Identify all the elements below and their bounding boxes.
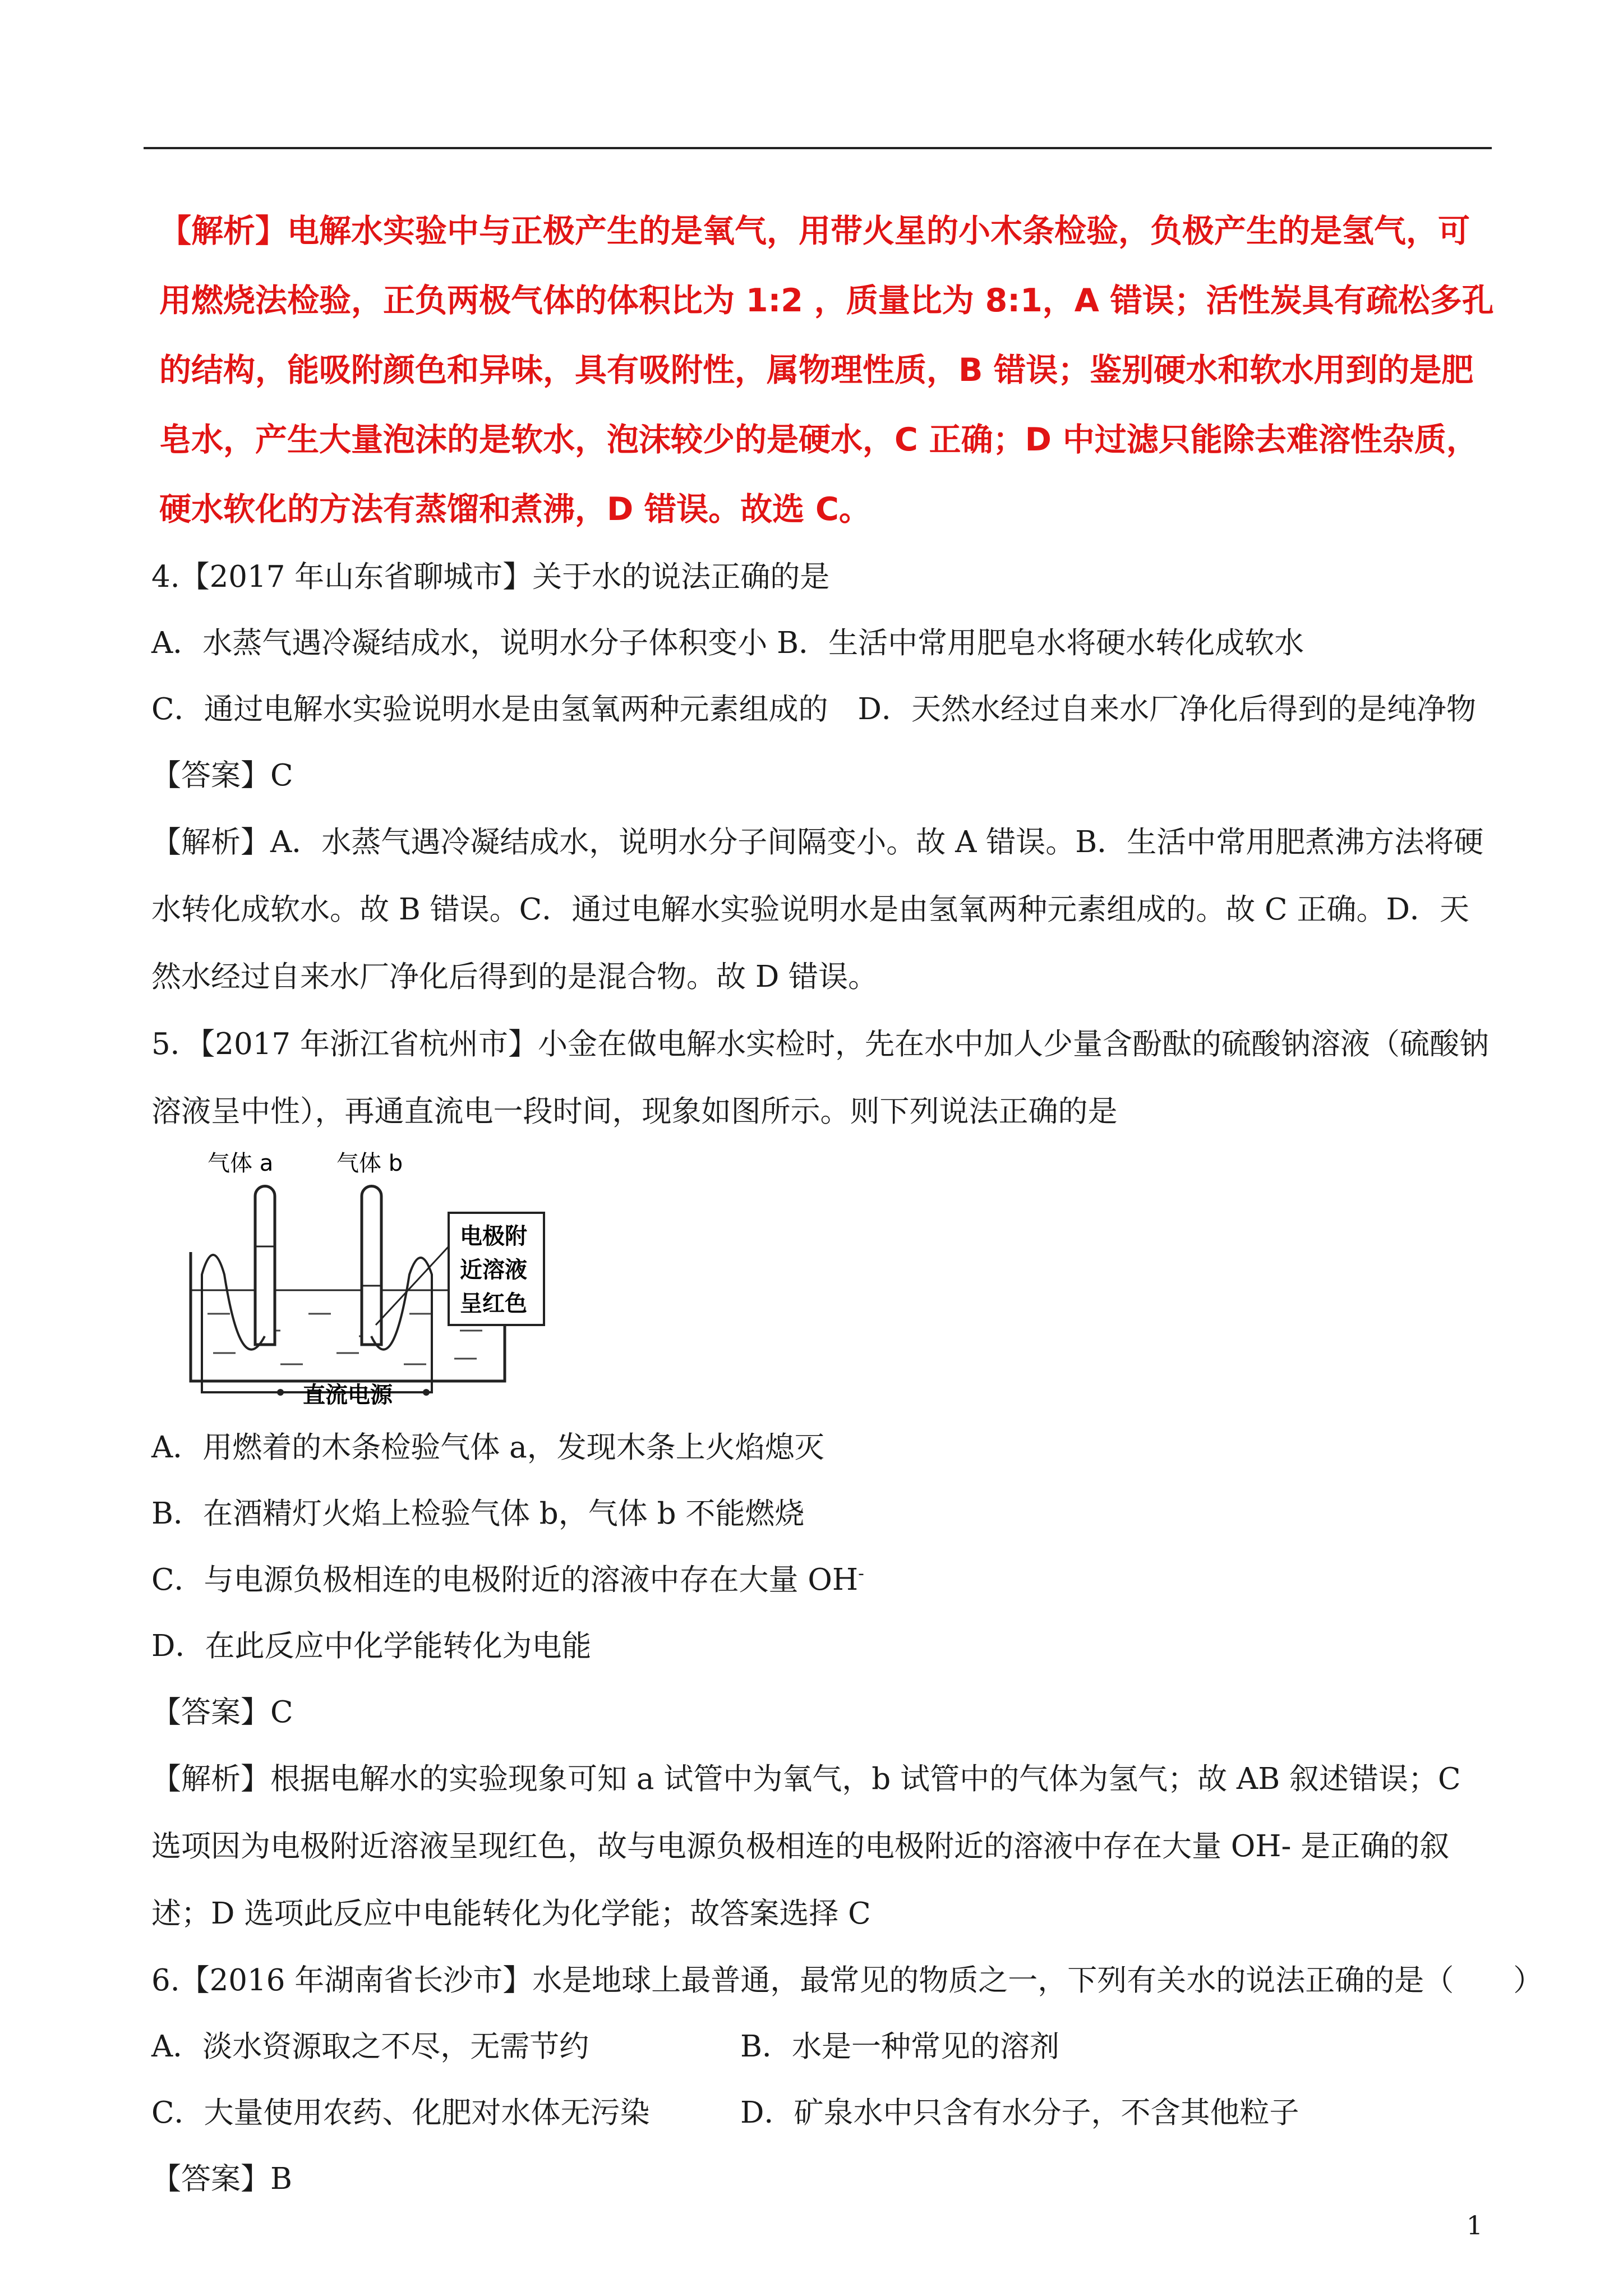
q4-options-ab: A．水蒸气遇冷凝结成水，说明水分子体积变小 B．生活中常用肥皂水将硬水转化成软水 bbox=[151, 626, 1304, 660]
power-label: 直流电源 bbox=[303, 1382, 393, 1408]
note-line-3: 呈红色 bbox=[460, 1291, 527, 1317]
water-hatching bbox=[208, 1314, 482, 1364]
page-content bbox=[151, 196, 1543, 2212]
note-line-2: 近溶液 bbox=[460, 1257, 527, 1283]
q5-answer: 【答案】C bbox=[151, 1695, 293, 1729]
note-line-1: 电极附 bbox=[460, 1223, 527, 1249]
q6-option-a: A．淡水资源取之不尽，无需节约 bbox=[151, 2030, 589, 2064]
q6-option-b: B．水是一种常见的溶剂 bbox=[740, 2030, 1059, 2064]
test-tube-a bbox=[255, 1186, 275, 1345]
q5-option-b: B．在酒精灯火焰上检验气体 b，气体 b 不能燃烧 bbox=[151, 1497, 805, 1531]
electrolysis-figure bbox=[168, 1145, 673, 1415]
q6-stem: 6.【2016 年湖南省长沙市】水是地球上最普通，最常见的物质之一，下列有关水的说法正确的是（ ） bbox=[151, 1963, 1543, 1998]
q6-answer: 【答案】B bbox=[151, 2162, 292, 2196]
electrolysis-diagram bbox=[168, 1145, 1497, 1415]
q6-option-d: D．矿泉水中只含有水分子，不含其他粒子 bbox=[740, 2096, 1299, 2130]
q4-analysis: 【解析】A．水蒸气遇冷凝结成水，说明水分子间隔变小。故 A 错误。B．生活中常用肥煮沸方法将硬水转化成软水。故 B 错误。C．通过电解水实验说明水是由氢氧两种元素组成的。故 C 正确。D．天然水经过自来水厂净化后得到的是混合物。故 D 错误。 bbox=[151, 825, 1484, 994]
q6-options-cd bbox=[151, 2080, 1497, 2146]
q5-stem: 5．【2017 年浙江省杭州市】小金在做电解水实检时，先在水中加人少量含酚酞的硫酸钠溶液（硫酸钠溶液呈中性），再通直流电一段时间，现象如图所示。则下列说法正确的是 bbox=[151, 1027, 1489, 1129]
q4-answer: 【答案】C bbox=[151, 758, 293, 793]
q5-option-c-sup: - bbox=[858, 1563, 864, 1584]
q5-option-a: A．用燃着的木条检验气体 a，发现木条上火焰熄灭 bbox=[151, 1430, 824, 1465]
q4-options-cd: C．通过电解水实验说明水是由氢氧两种元素组成的 D．天然水经过自来水厂净化后得到的是纯净物 bbox=[151, 692, 1477, 726]
q5-option-d: D．在此反应中化学能转化为电能 bbox=[151, 1629, 592, 1663]
q5-option-c bbox=[151, 1547, 1497, 1613]
header-rule bbox=[144, 147, 1492, 149]
terminal-left bbox=[277, 1389, 284, 1396]
q6-option-c: C．大量使用农药、化肥对水体无污染 bbox=[151, 2096, 650, 2130]
q6-options-ab bbox=[151, 2014, 1497, 2080]
test-tube-b bbox=[362, 1186, 381, 1345]
gas-b-label: 气体 b bbox=[336, 1151, 403, 1176]
analysis-red: 【解析】电解水实验中与正极产生的是氧气，用带火星的小木条检验，负极产生的是氢气，可用燃烧法检验，正负两极气体的体积比为 1:2 ，质量比为 8:1，A 错误；活性炭具有疏松多孔的结构，能吸附颜色和异味，具有吸附性，属物理性质，B 错误；鉴别硬水和软水用到的是肥皂水，产生大量泡沫的是软水，泡沫较少的是硬水，C 正确；D 中过滤只能除去难溶性杂质，硬水软化的方法有蒸馏和煮沸，D 错误。故选 C。 bbox=[159, 213, 1494, 528]
q4-stem: 4.【2017 年山东省聊城市】关于水的说法正确的是 bbox=[151, 560, 830, 594]
wire-a bbox=[202, 1255, 353, 1392]
q5-analysis: 【解析】根据电解水的实验现象可知 a 试管中为氧气，b 试管中的气体为氢气；故 AB 叙述错误；C 选项因为电极附近溶液呈现红色，故与电源负极相连的电极附近的溶液中存在大量 OH- 是正确的叙述；D 选项此反应中电能转化为化学能；故答案选择 C bbox=[151, 1762, 1461, 1931]
page-number: 1 bbox=[1466, 2210, 1483, 2240]
terminal-right bbox=[423, 1389, 430, 1396]
q5-option-c-text: C．与电源负极相连的电极附近的溶液中存在大量 OH bbox=[151, 1563, 859, 1597]
gas-a-label: 气体 a bbox=[208, 1151, 274, 1176]
